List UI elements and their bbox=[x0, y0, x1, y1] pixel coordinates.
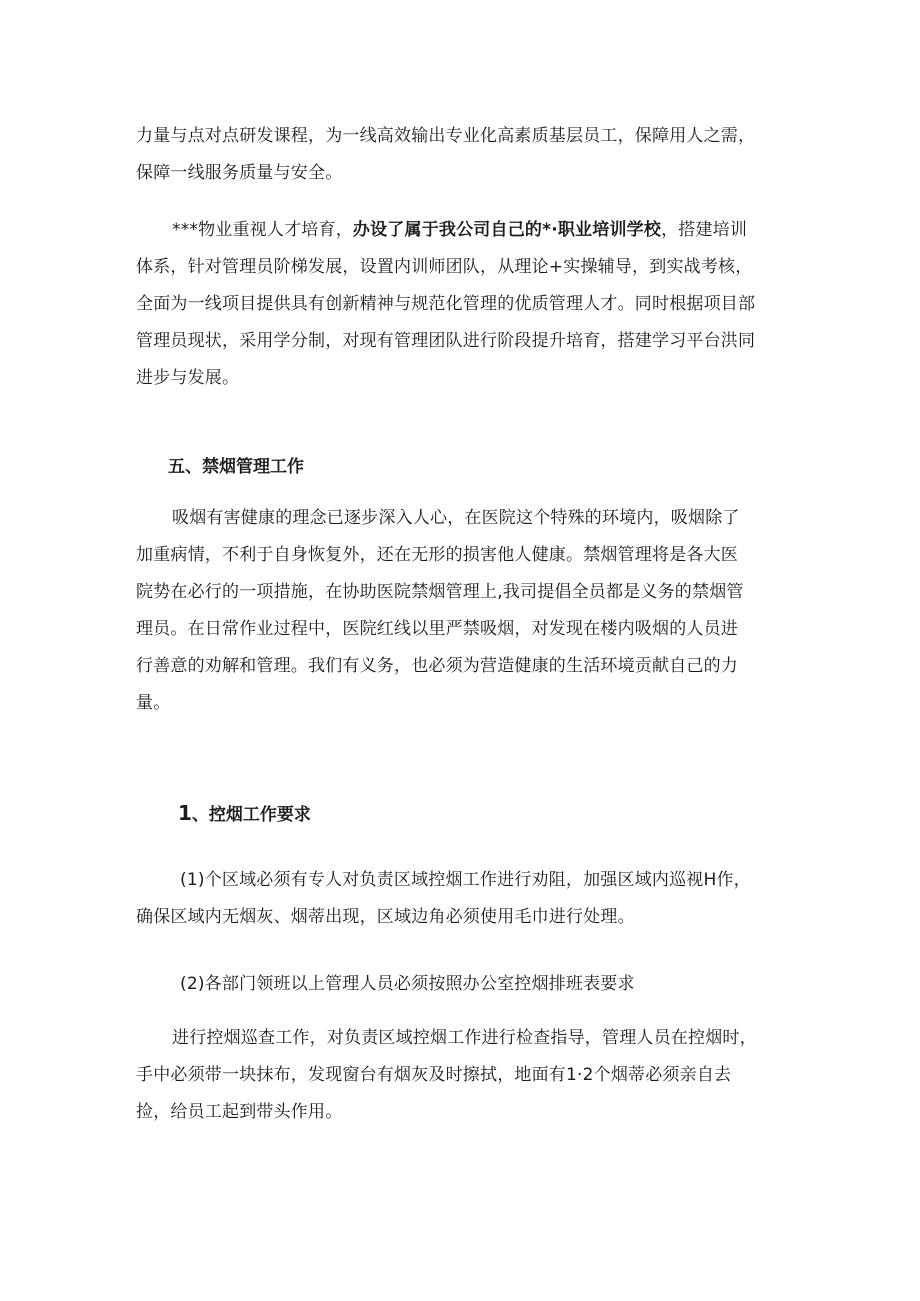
subsection-heading-requirements bbox=[178, 798, 311, 830]
paragraph-patrol-inspection bbox=[136, 1020, 804, 1131]
paragraph-line: 力量与点对点研发课程，为一线高效输出专业化高素质基层员工，保障用人之需， bbox=[136, 126, 756, 146]
paragraph-line: 保障一线服务质量与安全。 bbox=[136, 163, 343, 183]
paragraph-smoking-management bbox=[136, 500, 804, 722]
paragraph-line: 院势在必行的一项措施，在协助医院禁烟管理上,我司提倡全员都是义务的禁烟管 bbox=[136, 582, 744, 602]
paragraph-line: 确保区域内无烟灰、烟蒂出现，区域边角必须使用毛巾进行处理。 bbox=[136, 907, 635, 927]
paragraph-line: 量。 bbox=[136, 693, 171, 713]
paragraph-line: 理员。在日常作业过程中，医院红线以里严禁吸烟，对发现在楼内吸烟的人员进 bbox=[136, 619, 738, 639]
paragraph-line: 吸烟有害健康的理念已逐步深入人心，在医院这个特殊的环境内，吸烟除了 bbox=[172, 508, 740, 528]
subsection-number: 1 bbox=[178, 801, 192, 825]
paragraph-line: 捡，给员工起到带头作用。 bbox=[136, 1102, 343, 1122]
section-heading-smoking-ban: 五、禁烟管理工作 bbox=[168, 457, 304, 477]
paragraph-line: 体系，针对管理员阶梯发展，设置内训师团队，从理论+实操辅导，到实战考核， bbox=[136, 257, 753, 277]
bold-school-text: 办设了属于我公司自己的*·职业培训学校 bbox=[352, 220, 662, 240]
paragraph-line: (1)个区域必须有专人对负责区域控烟工作进行劝阻，加强区域内巡视H作， bbox=[180, 870, 751, 890]
paragraph-line: 手中必须带一块抹布，发现窗台有烟灰及时擦拭，地面有1·2个烟蒂必须亲自去 bbox=[136, 1065, 732, 1085]
paragraph-line: (2)各部门领班以上管理人员必须按照办公室控烟排班表要求 bbox=[180, 974, 635, 994]
paragraph-line: 管理员现状，采用学分制，对现有管理团队进行阶段提升培育，搭建学习平台洪同 bbox=[136, 331, 756, 351]
paragraph-line: 进步与发展。 bbox=[136, 368, 240, 388]
item-area-responsibility bbox=[136, 862, 804, 936]
line-end-text: ，搭建培训 bbox=[661, 220, 748, 240]
paragraph-line: 进行控烟巡查工作，对负责区域控烟工作进行检查指导，管理人员在控烟时， bbox=[172, 1028, 757, 1048]
paragraph-training-courses bbox=[136, 118, 804, 192]
paragraph-line: 加重病情，不利于自身恢复外，还在无形的损害他人健康。禁烟管理将是各大医 bbox=[136, 545, 738, 565]
paragraph-line: 行善意的劝解和管理。我们有义务，也必须为营造健康的生活环境贡献自己的力 bbox=[136, 656, 738, 676]
paragraph-talent-cultivation bbox=[136, 212, 804, 397]
paragraph-line bbox=[136, 212, 804, 249]
line-start-text: ***物业重视人才培育， bbox=[172, 220, 353, 240]
item-manager-patrol bbox=[136, 966, 804, 1003]
subsection-title: 、控烟工作要求 bbox=[191, 805, 311, 825]
paragraph-line: 全面为一线项目提供具有创新精神与规范化管理的优质管理人才。同时根据项目部 bbox=[136, 294, 756, 314]
